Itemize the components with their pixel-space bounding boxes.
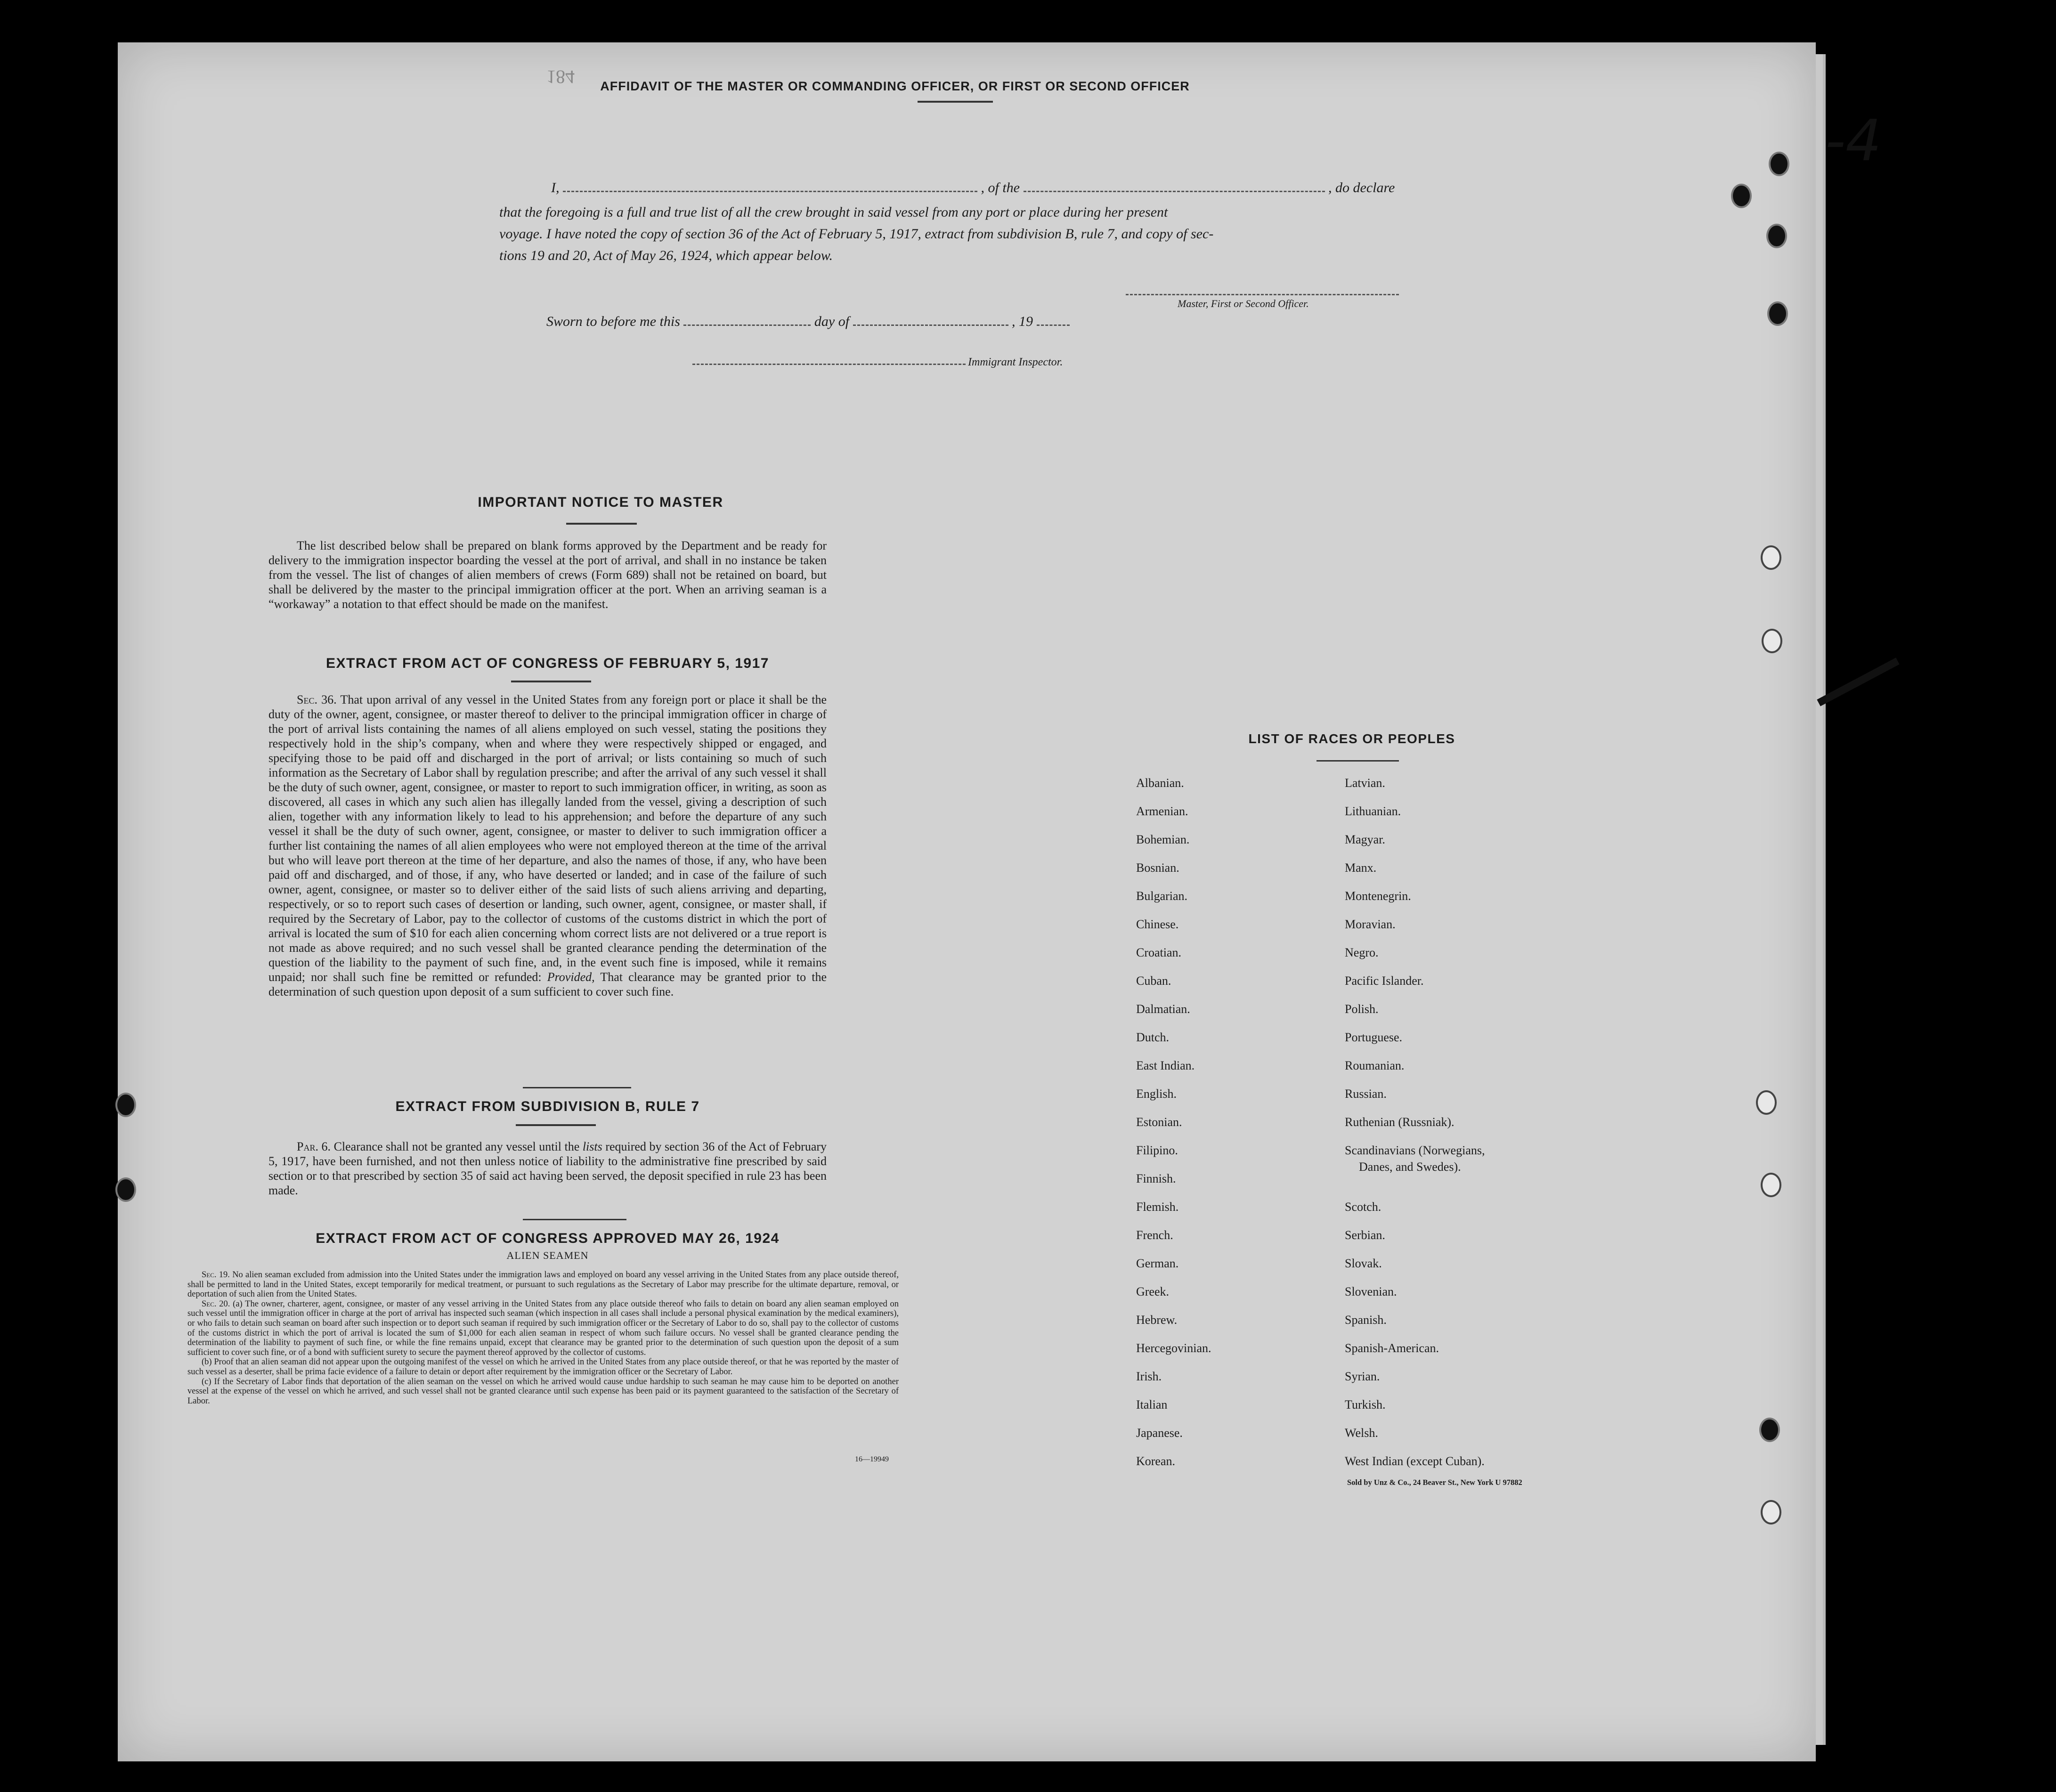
section-20a-body: (a) The owner, charterer, agent, consignee, or master of any vessel arriving in the United States from any place outside thereof who fails to detain on board any alien seaman employed on such vessel until the immigration officer in charge at the port of arrival has inspected such seaman (which inspection in all cases shall include a personal physical examination by the medical examiners), or who fails to detain such seaman on board after such inspection or to deport such seaman if required by such immigration officer or the Secretary of Labor to do so, shall pay to the collector of customs of the customs district in which the port of arrival is located the sum of $1,000 for each alien seaman in respect of whom such failure occurs. No vessel shall be granted clearance pending the determination of the liability to payment of such fine, or while the fine remains unpaid, except that clearance may be granted prior to the determination of such question upon the deposit of a sum sufficient to cover such fine, or of a bond with sufficient surety to secure the payment thereof approved by the collector of customs. bbox=[187, 1299, 899, 1357]
race-item: Roumanian. bbox=[1345, 1059, 1405, 1072]
extract-1917-end-rule bbox=[523, 1087, 631, 1088]
races-title: LIST OF RACES OR PEOPLES bbox=[1248, 731, 1455, 746]
race-item: Bulgarian. bbox=[1136, 889, 1188, 903]
race-item: Danes, and Swedes). bbox=[1359, 1160, 1461, 1174]
binder-hole bbox=[115, 1093, 136, 1117]
binder-hole bbox=[1766, 224, 1787, 248]
race-item: Manx. bbox=[1345, 861, 1377, 875]
page-number: 184 bbox=[546, 66, 575, 88]
race-item: Irish. bbox=[1136, 1370, 1162, 1383]
binder-hole bbox=[1769, 152, 1789, 176]
binder-hole bbox=[1761, 1173, 1781, 1197]
affidavit-line3: voyage. I have noted the copy of section 36 of the Act of February 5, 1917, extract from subdivision B, rule 7, and copy of sec- bbox=[499, 226, 1214, 242]
extract-1917-rule bbox=[511, 681, 591, 682]
year-text: , 19 bbox=[1012, 314, 1033, 329]
race-item: Ruthenian (Russniak). bbox=[1345, 1115, 1455, 1129]
section-20c-body: (c) If the Secretary of Labor finds that deportation of the alien seaman on the vessel on which he arrived would cause undue hardship to such seaman he may cause him to be deported on another vessel at the expense of the vessel on which he arrived, and such vessel shall not be granted clearance until such expense has been paid or its payment guaranteed to the satisfaction of the Secretary of Labor. bbox=[187, 1377, 899, 1406]
race-item: Syrian. bbox=[1345, 1370, 1380, 1383]
affidavit-do-declare: , do declare bbox=[1328, 180, 1395, 195]
race-item: Hercegovinian. bbox=[1136, 1341, 1211, 1355]
race-item: Lithuanian. bbox=[1345, 804, 1401, 818]
race-item: Montenegrin. bbox=[1345, 889, 1411, 903]
lists-word: lists bbox=[582, 1140, 602, 1153]
race-item: Turkish. bbox=[1345, 1398, 1386, 1411]
race-item: Korean. bbox=[1136, 1454, 1176, 1468]
paragraph-6-text bbox=[268, 1139, 827, 1198]
year-blank bbox=[1037, 324, 1070, 326]
race-item: German. bbox=[1136, 1257, 1179, 1270]
alien-seamen-subtitle: ALIEN SEAMEN bbox=[506, 1249, 589, 1261]
name-blank bbox=[563, 191, 977, 192]
race-item: Serbian. bbox=[1345, 1228, 1385, 1242]
affidavit-of-the: , of the bbox=[981, 180, 1020, 195]
race-item: Magyar. bbox=[1345, 833, 1385, 846]
master-signature-label: Master, First or Second Officer. bbox=[1178, 298, 1309, 309]
races-title-rule bbox=[1316, 760, 1399, 762]
binder-hole bbox=[115, 1177, 136, 1202]
binder-hole bbox=[1761, 545, 1781, 570]
notice-title: IMPORTANT NOTICE TO MASTER bbox=[478, 495, 723, 510]
section-36-text bbox=[268, 692, 827, 999]
race-item: Chinese. bbox=[1136, 917, 1179, 931]
affidavit-line2: that the foregoing is a full and true list of all the crew brought in said vessel from any port or place during her present bbox=[499, 204, 1168, 220]
vessel-blank bbox=[1024, 191, 1325, 192]
binder-hole bbox=[1756, 1090, 1777, 1115]
paragraph-6-body-b: required by section 36 of the Act of February 5, 1917, have been furnished, and not then unless notice of liability to the administrative fine prescribed by said section or to that prescribed by section 35 of said act having been served, the deposit specified in rule 23 has been made. bbox=[268, 1140, 827, 1197]
affidavit-declaration-line bbox=[551, 177, 1446, 199]
race-item: Albanian. bbox=[1136, 776, 1184, 790]
binder-hole bbox=[1759, 1418, 1780, 1442]
section-19-body: No alien seaman excluded from admission into the United States under the immigration laws and employed on board any vessel arriving in the United States from any place outside thereof, shall be permitted to land in the United States, except temporarily for medical treatment, or pursuant to such regulations as the Secretary of Labor may prescribe for the ultimate departure, removal, or deportation of such alien from the United States. bbox=[187, 1270, 899, 1299]
race-item: Flemish. bbox=[1136, 1200, 1179, 1214]
affidavit-i: I, bbox=[551, 180, 560, 195]
notice-title-rule bbox=[566, 523, 637, 525]
rule-7-title: EXTRACT FROM SUBDIVISION B, RULE 7 bbox=[395, 1099, 700, 1114]
race-item: Dalmatian. bbox=[1136, 1002, 1190, 1016]
binder-hole bbox=[1762, 629, 1782, 653]
race-item: Welsh. bbox=[1345, 1426, 1378, 1440]
section-19-20-text bbox=[187, 1270, 899, 1406]
affidavit-title: AFFIDAVIT OF THE MASTER OR COMMANDING OFFICER, OR FIRST OR SECOND OFFICER bbox=[600, 79, 1190, 93]
binder-hole bbox=[1731, 184, 1752, 208]
day-of-text: day of bbox=[814, 314, 850, 329]
notice-body: The list described below shall be prepared on blank forms approved by the Department and be ready for delivery to the immigration inspector boarding the vessel at the port of arrival, and shall in no instance be taken from the vessel. The list of changes of alien members of crews (Form 689) shall not be retained on board, but shall be delivered by the master to the principal immigration officer at the port. When an arriving seaman is a “workaway” a notation to that effect should be made on the manifest. bbox=[268, 539, 827, 611]
inspector-signature-line bbox=[692, 364, 966, 365]
section-20b-body: (b) Proof that an alien seaman did not appear upon the outgoing manifest of the vessel on which he arrived in the United States from any place outside thereof, or that he was reported by the master of such vessel as a deserter, shall be prima facie evidence of a failure to detain or deport after requirement by the immigration officer or the Secretary of Labor. bbox=[187, 1357, 899, 1377]
inspector-signature-label: Immigrant Inspector. bbox=[968, 356, 1063, 368]
race-item: West Indian (except Cuban). bbox=[1345, 1454, 1485, 1468]
race-item: Armenian. bbox=[1136, 804, 1188, 818]
race-item: Hebrew. bbox=[1136, 1313, 1178, 1327]
paragraph-6-body-a: Clearance shall not be granted any vessel until the bbox=[333, 1140, 580, 1153]
race-item: Polish. bbox=[1345, 1002, 1379, 1016]
race-item: Spanish. bbox=[1345, 1313, 1387, 1327]
day-blank bbox=[683, 324, 811, 326]
paragraph-6-label: Par. 6. bbox=[297, 1140, 331, 1153]
sworn-line bbox=[546, 311, 1206, 332]
race-item: Slovak. bbox=[1345, 1257, 1382, 1270]
ink-stroke bbox=[1817, 657, 1899, 706]
master-signature-line bbox=[1126, 294, 1399, 295]
race-item: Japanese. bbox=[1136, 1426, 1183, 1440]
extract-1917-title: EXTRACT FROM ACT OF CONGRESS OF FEBRUARY 5, 1917 bbox=[326, 656, 769, 671]
race-item: Scandinavians (Norwegians, bbox=[1345, 1143, 1485, 1157]
race-item: Russian. bbox=[1345, 1087, 1387, 1101]
race-item: Spanish-American. bbox=[1345, 1341, 1439, 1355]
race-item: Dutch. bbox=[1136, 1030, 1170, 1044]
margin-mark: -4 bbox=[1825, 108, 1882, 174]
race-item: East Indian. bbox=[1136, 1059, 1195, 1072]
race-item: English. bbox=[1136, 1087, 1177, 1101]
race-item: Finnish. bbox=[1136, 1172, 1176, 1185]
provided-word: Provided, bbox=[547, 970, 595, 984]
race-item: Cuban. bbox=[1136, 974, 1171, 988]
rule-7-end-rule bbox=[523, 1219, 626, 1220]
section-36-body: That upon arrival of any vessel in the United States from any foreign port or place it shall be the duty of the owner, agent, consignee, or master thereof to deliver to the principal immigration officer in charge of the port of arrival lists containing the names of all aliens employed on such vessel, stating the positions they respectively hold in the ship’s company, when and where they were respectively shipped or engaged, and specifying those to be paid off and discharged in the port of arrival; or lists containing so much of such information as the Secretary of Labor shall by regulation prescribe; and after the arrival of any such vessel it shall be the duty of such owner, agent, consignee, or master to report to such immigration officer, in writing, as soon as discovered, all cases in which any such alien has illegally landed from the vessel, giving a description of such alien, together with any information likely to lead to his apprehension; and before the departure of any such vessel it shall be the duty of such owner, agent, consignee, or master to deliver to such immigration officer a further list containing the names of all alien employees who were not employed thereon at the time of the arrival but who will leave port thereon at the time of her departure, and also the names of those, if any, who have been paid off and discharged, and of those, if any, who have deserted or landed; and in case of the failure of such owner, agent, consignee, or master so to deliver either of the said lists of such aliens arriving and departing, respectively, or so to report such cases of desertion or landing, such owner, agent, consignee, or master shall, if required by the Secretary of Labor, pay to the collector of customs of the customs district in which the port of arrival is located the sum of $10 for each alien concerning whom correct lists are not delivered or a true report is not made as above required; and no such vessel shall be granted clearance pending the determination of the question of the liability to the payment of such fine, and, in the event such fine is imposed, while it remains unpaid; nor shall such fine be remitted or refunded: bbox=[268, 693, 827, 984]
race-item: Scotch. bbox=[1345, 1200, 1382, 1214]
race-item: Latvian. bbox=[1345, 776, 1385, 790]
sworn-text: Sworn to before me this bbox=[546, 314, 680, 329]
rule-7-rule bbox=[516, 1124, 596, 1126]
race-item: Pacific Islander. bbox=[1345, 974, 1424, 988]
race-item: Moravian. bbox=[1345, 917, 1396, 931]
race-item: Bohemian. bbox=[1136, 833, 1190, 846]
month-blank bbox=[853, 324, 1008, 326]
printer-imprint: Sold by Unz & Co., 24 Beaver St., New York U 97882 bbox=[1347, 1478, 1522, 1487]
extract-1924-title: EXTRACT FROM ACT OF CONGRESS APPROVED MAY 26, 1924 bbox=[316, 1231, 780, 1246]
race-item: Bosnian. bbox=[1136, 861, 1179, 875]
form-number: 16—19949 bbox=[855, 1455, 889, 1463]
section-36-body-end: That clearance may be granted prior to the determination of such question upon deposit of a sum sufficient to cover such fine. bbox=[268, 970, 827, 998]
section-36-label: Sec. 36. bbox=[297, 693, 337, 706]
race-item: French. bbox=[1136, 1228, 1173, 1242]
section-20-label: Sec. 20. bbox=[202, 1299, 230, 1309]
race-item: Italian bbox=[1136, 1398, 1168, 1411]
section-19-label: Sec. 19. bbox=[202, 1270, 230, 1280]
affidavit-title-rule bbox=[918, 101, 993, 103]
race-item: Filipino. bbox=[1136, 1143, 1178, 1157]
race-item: Slovenian. bbox=[1345, 1285, 1397, 1298]
race-item: Negro. bbox=[1345, 946, 1379, 959]
race-item: Croatian. bbox=[1136, 946, 1182, 959]
affidavit-line4: tions 19 and 20, Act of May 26, 1924, which appear below. bbox=[499, 248, 833, 263]
race-item: Estonian. bbox=[1136, 1115, 1182, 1129]
race-item: Greek. bbox=[1136, 1285, 1170, 1298]
race-item: Portuguese. bbox=[1345, 1030, 1403, 1044]
binder-hole bbox=[1767, 301, 1788, 326]
binder-hole bbox=[1761, 1500, 1781, 1524]
